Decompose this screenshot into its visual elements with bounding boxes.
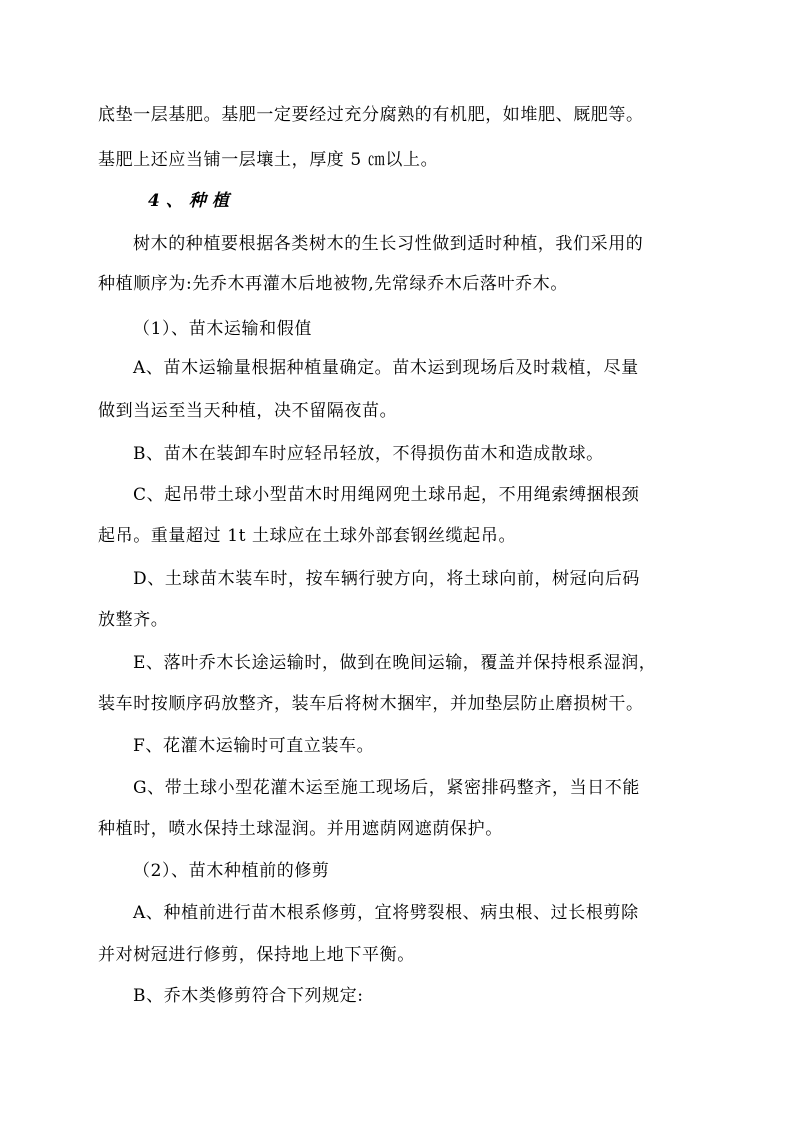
body-text-line: F、花灌木运输时可直立装车。	[133, 736, 375, 756]
body-text-line: 装车时按顺序码放整齐，装车后将树木捆牢，并加垫层防止磨损树干。	[98, 694, 644, 714]
body-text-line: D、土球苗木装车时，按车辆行驶方向，将土球向前，树冠向后码	[133, 569, 641, 589]
body-text-line: 基肥上还应当铺一层壤土，厚度 5 ㎝以上。	[98, 150, 439, 170]
body-text-line: B、苗木在装卸车时应轻吊轻放，不得损伤苗木和造成散球。	[133, 444, 604, 464]
body-text-line: 底垫一层基肥。基肥一定要经过充分腐熟的有机肥，如堆肥、厩肥等。	[98, 105, 644, 125]
body-text-line: 种植顺序为:先乔木再灌木后地被物,先常绿乔木后落叶乔木。	[98, 274, 568, 294]
body-text-line: C、起吊带土球小型苗木时用绳网兜土球吊起，不用绳索缚捆根颈	[133, 485, 640, 505]
body-text-line: B、乔木类修剪符合下列规定:	[133, 986, 364, 1006]
body-text-line: E、落叶乔木长途运输时，做到在晚间运输，覆盖并保持根系湿润，	[133, 653, 657, 673]
subsection-heading: （1）、苗木运输和假值	[133, 319, 312, 339]
body-text-line: 起吊。重量超过 1t 土球应在土球外部套钢丝缆起吊。	[98, 526, 517, 546]
body-text-line: 放整齐。	[98, 610, 169, 630]
body-text-line: G、带土球小型花灌木运至施工现场后，紧密排码整齐，当日不能	[133, 778, 640, 798]
body-text-line: A、种植前进行苗木根系修剪，宜将劈裂根、病虫根、过长根剪除	[133, 903, 639, 923]
section-heading: 4、种植	[148, 191, 235, 211]
body-text-line: 种植时，喷水保持土球湿润。并用遮荫网遮荫保护。	[98, 819, 503, 839]
body-text-line: 并对树冠进行修剪，保持地上地下平衡。	[98, 945, 415, 965]
body-text-line: 树木的种植要根据各类树木的生长习性做到适时种植，我们采用的	[133, 234, 644, 254]
body-text-line: 做到当运至当天种植，决不留隔夜苗。	[98, 401, 398, 421]
subsection-heading: （2）、苗木种植前的修剪	[133, 861, 330, 881]
body-text-line: A、苗木运输量根据种植量确定。苗木运到现场后及时栽植，尽量	[133, 358, 639, 378]
